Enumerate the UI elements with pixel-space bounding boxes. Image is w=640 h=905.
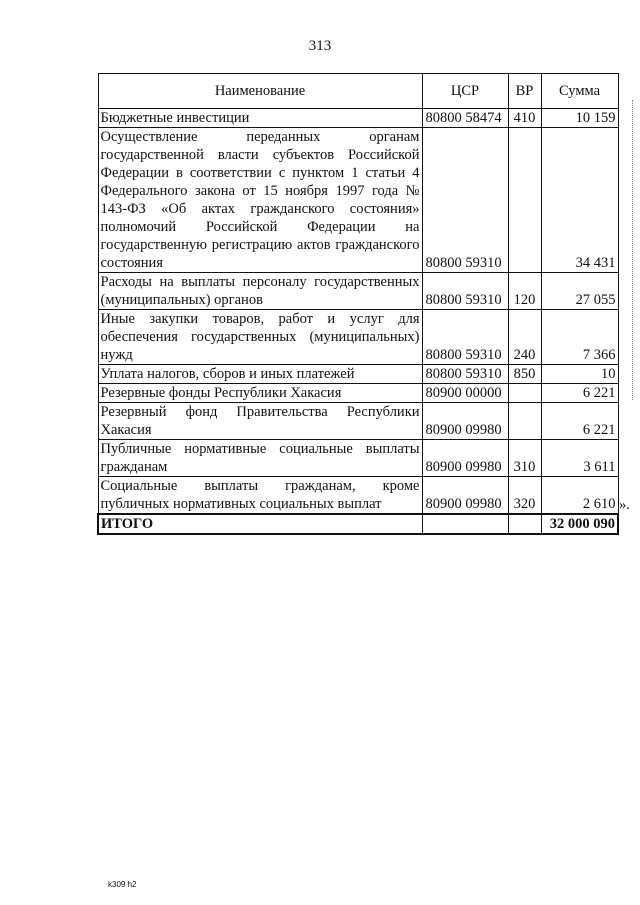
row-name: Осуществление переданных органам государственной власти субъектов Российской Федерации в соответствии с пунктом 1 статьи 4 Федерального закона от 15 ноября 1997 года № 143-ФЗ «Об актах гражданского состояния» полномочий Российской Федерации на государственную регистрацию актов гражданского состояния bbox=[98, 128, 422, 273]
budget-table bbox=[97, 73, 619, 535]
row-csr: 80800 59310 bbox=[422, 365, 508, 384]
row-csr: 80800 59310 bbox=[422, 128, 508, 273]
row-sum: 6 221 bbox=[541, 403, 618, 440]
row-sum: 2 610 bbox=[541, 477, 618, 515]
total-vr bbox=[508, 514, 541, 534]
page-number: 313 bbox=[308, 38, 332, 54]
table-row bbox=[98, 109, 618, 128]
header-sum: Сумма bbox=[541, 74, 618, 109]
row-vr: 850 bbox=[508, 365, 541, 384]
row-name: Расходы на выплаты персоналу государственных (муниципальных) органов bbox=[98, 273, 422, 310]
row-csr: 80900 09980 bbox=[422, 477, 508, 515]
total-sum: 32 000 090 bbox=[541, 514, 618, 534]
row-sum: 6 221 bbox=[541, 384, 618, 403]
header-vr: ВР bbox=[508, 74, 541, 109]
row-csr: 80900 09980 bbox=[422, 403, 508, 440]
table-row bbox=[98, 273, 618, 310]
table-row bbox=[98, 384, 618, 403]
row-vr: 310 bbox=[508, 440, 541, 477]
row-sum: 7 366 bbox=[541, 310, 618, 365]
row-csr: 80900 00000 bbox=[422, 384, 508, 403]
table-row bbox=[98, 365, 618, 384]
row-vr: 410 bbox=[508, 109, 541, 128]
row-name: Бюджетные инвестиции bbox=[98, 109, 422, 128]
total-csr bbox=[422, 514, 508, 534]
row-name: Иные закупки товаров, работ и услуг для обеспечения государственных (муниципальных) нужд bbox=[98, 310, 422, 365]
row-vr: 320 bbox=[508, 477, 541, 515]
closing-quote: ». bbox=[619, 497, 630, 513]
row-vr: 120 bbox=[508, 273, 541, 310]
header-name: Наименование bbox=[98, 74, 422, 109]
row-sum: 3 611 bbox=[541, 440, 618, 477]
table-header-row bbox=[98, 74, 618, 109]
row-name: Резервный фонд Правительства Республики Хакасия bbox=[98, 403, 422, 440]
total-label: ИТОГО bbox=[98, 514, 422, 534]
row-vr bbox=[508, 403, 541, 440]
table-row bbox=[98, 128, 618, 273]
row-sum: 34 431 bbox=[541, 128, 618, 273]
table-row bbox=[98, 440, 618, 477]
row-csr: 80800 59310 bbox=[422, 310, 508, 365]
row-name: Резервные фонды Республики Хакасия bbox=[98, 384, 422, 403]
row-name: Уплата налогов, сборов и иных платежей bbox=[98, 365, 422, 384]
row-csr: 80800 58474 bbox=[422, 109, 508, 128]
total-row bbox=[98, 514, 618, 534]
table-row bbox=[98, 310, 618, 365]
scan-edge-marks bbox=[632, 100, 635, 400]
table-row bbox=[98, 403, 618, 440]
row-csr: 80800 59310 bbox=[422, 273, 508, 310]
footer-code: k309 h2 bbox=[108, 880, 137, 889]
row-sum: 27 055 bbox=[541, 273, 618, 310]
row-sum: 10 bbox=[541, 365, 618, 384]
row-csr: 80900 09980 bbox=[422, 440, 508, 477]
row-name: Публичные нормативные социальные выплаты гражданам bbox=[98, 440, 422, 477]
table-row bbox=[98, 477, 618, 515]
row-vr bbox=[508, 128, 541, 273]
row-vr: 240 bbox=[508, 310, 541, 365]
row-sum: 10 159 bbox=[541, 109, 618, 128]
header-csr: ЦСР bbox=[422, 74, 508, 109]
row-vr bbox=[508, 384, 541, 403]
row-name: Социальные выплаты гражданам, кроме публичных нормативных социальных выплат bbox=[98, 477, 422, 515]
